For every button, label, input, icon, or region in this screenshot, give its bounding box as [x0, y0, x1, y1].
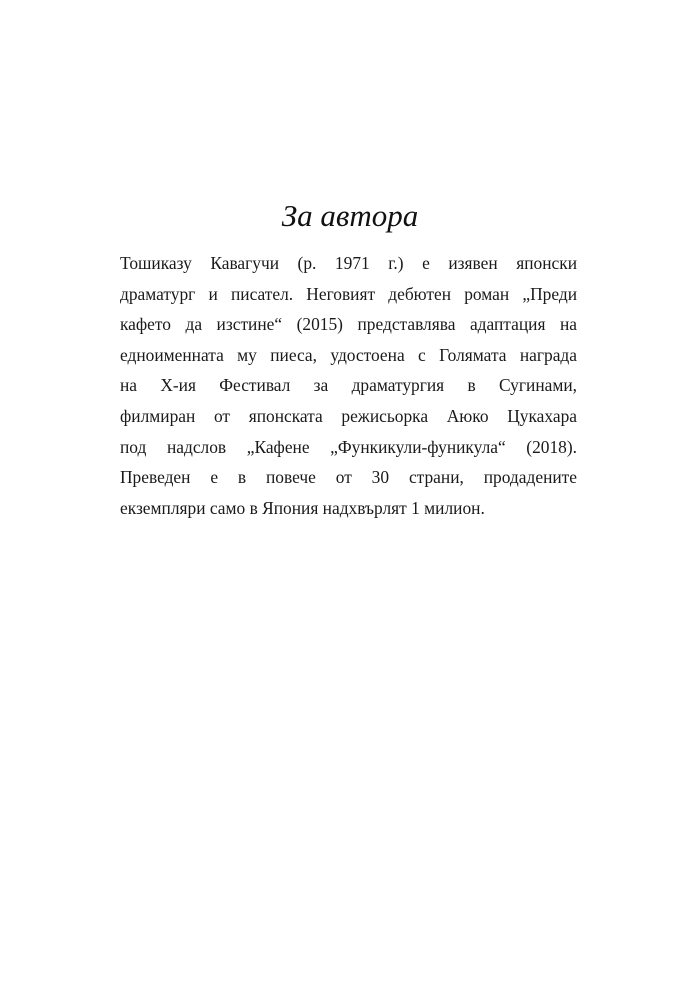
paragraph-line: кафето да изстине“ (2015) представлява адаптация на: [120, 314, 577, 335]
paragraph-line: драматург и писател. Неговият дебютен роман „Преди: [120, 283, 577, 304]
paragraph-line: Тошиказу Кавагучи (р. 1971 г.) е изявен японски: [120, 253, 577, 273]
paragraph-line: под надслов „Кафене „Функикули-фуникула“ (2018).: [120, 436, 577, 457]
paragraph-line: екземпляри само в Япония надхвърлят 1 милион.: [120, 497, 485, 518]
paragraph-line: филмиран от японската режисьорка Аюко Цукахара: [120, 405, 577, 426]
paragraph-line: Преведен е в повече от 30 страни, продадените: [120, 467, 577, 488]
paragraph-line: едноименната му пиеса, удостоена с Голямата награда: [120, 344, 577, 365]
paragraph-line: на X-ия Фестивал за драматургия в Сугинами,: [120, 375, 577, 396]
page-title: За автора: [281, 198, 419, 233]
author-bio-paragraph: [120, 248, 577, 523]
